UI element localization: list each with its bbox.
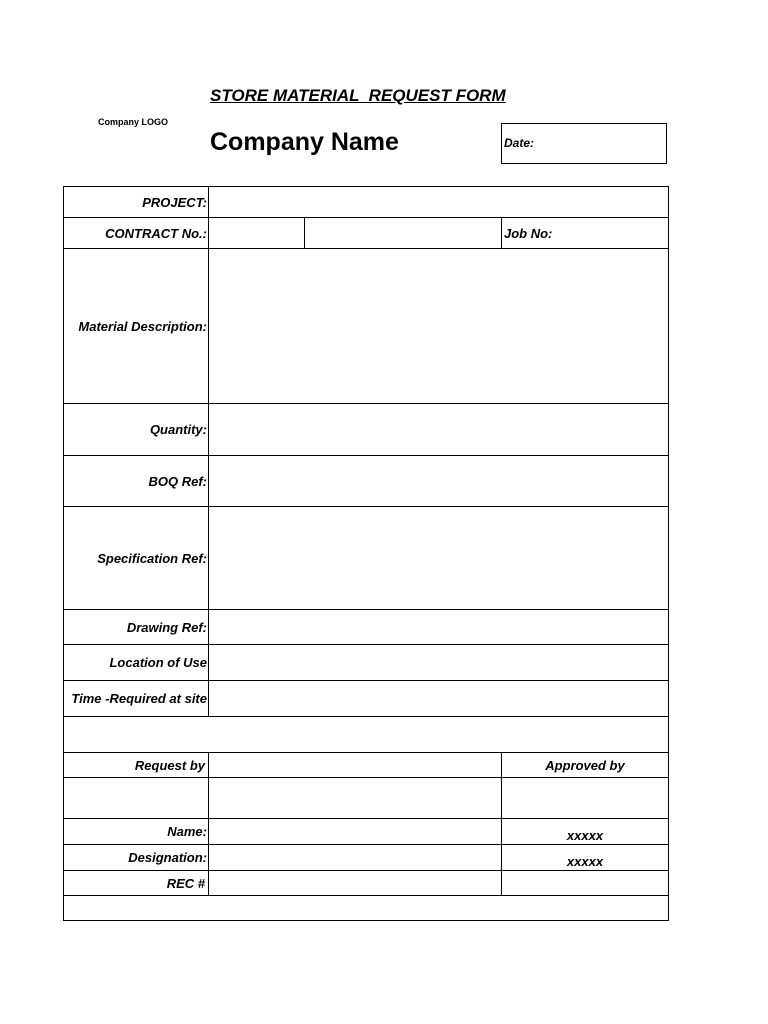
drawing-ref-field[interactable] (209, 610, 668, 644)
project-label: PROJECT: (142, 194, 207, 210)
time-required-field[interactable] (209, 681, 668, 716)
boq-ref-field[interactable] (209, 456, 668, 506)
form-border-bottom (63, 920, 669, 921)
approver-name-value: xxxxx (566, 828, 604, 843)
requester-designation-field[interactable] (209, 845, 501, 870)
row-divider (63, 895, 669, 896)
company-name: Company Name (210, 128, 399, 156)
form-border-left (63, 186, 64, 921)
specification-ref-field[interactable] (209, 507, 668, 609)
request-form-table (63, 186, 669, 921)
date-label: Date: (504, 136, 535, 150)
drawing-ref-label: Drawing Ref: (126, 619, 207, 635)
specification-ref-label: Specification Ref: (97, 550, 207, 566)
material-description-label: Material Description: (78, 318, 207, 334)
name-label: Name: (167, 824, 207, 839)
project-field[interactable] (209, 187, 668, 217)
row-divider (63, 716, 669, 717)
quantity-field[interactable] (209, 404, 668, 455)
material-description-field[interactable] (209, 249, 668, 403)
job-no-label: Job No: (504, 225, 553, 241)
contract-detail-field[interactable] (305, 218, 501, 248)
time-required-label: Time -Required at site (71, 691, 207, 706)
designation-label: Designation: (128, 850, 207, 865)
location-of-use-label: Location of Use (109, 655, 207, 670)
contract-no-field[interactable] (209, 218, 304, 248)
form-title: STORE MATERIAL REQUEST FORM (210, 86, 506, 105)
rec-label: REC # (166, 875, 205, 891)
quantity-label: Quantity: (149, 422, 207, 437)
job-column-divider (501, 217, 502, 249)
contract-label: CONTRACT No.: (105, 225, 207, 241)
approver-designation-value: xxxxx (566, 854, 604, 869)
requester-name-field[interactable] (209, 819, 501, 844)
location-of-use-field[interactable] (209, 645, 668, 680)
request-by-label: Request by (134, 757, 205, 773)
rec-number-field[interactable] (209, 871, 501, 895)
date-field[interactable] (501, 123, 667, 164)
company-logo-placeholder: Company LOGO (98, 117, 169, 127)
requester-signature-field[interactable] (209, 778, 501, 818)
form-border-right (668, 186, 669, 921)
boq-ref-label: BOQ Ref: (148, 473, 207, 489)
approver-signature-field[interactable] (502, 778, 668, 818)
approved-by-label: Approved by (545, 757, 625, 773)
